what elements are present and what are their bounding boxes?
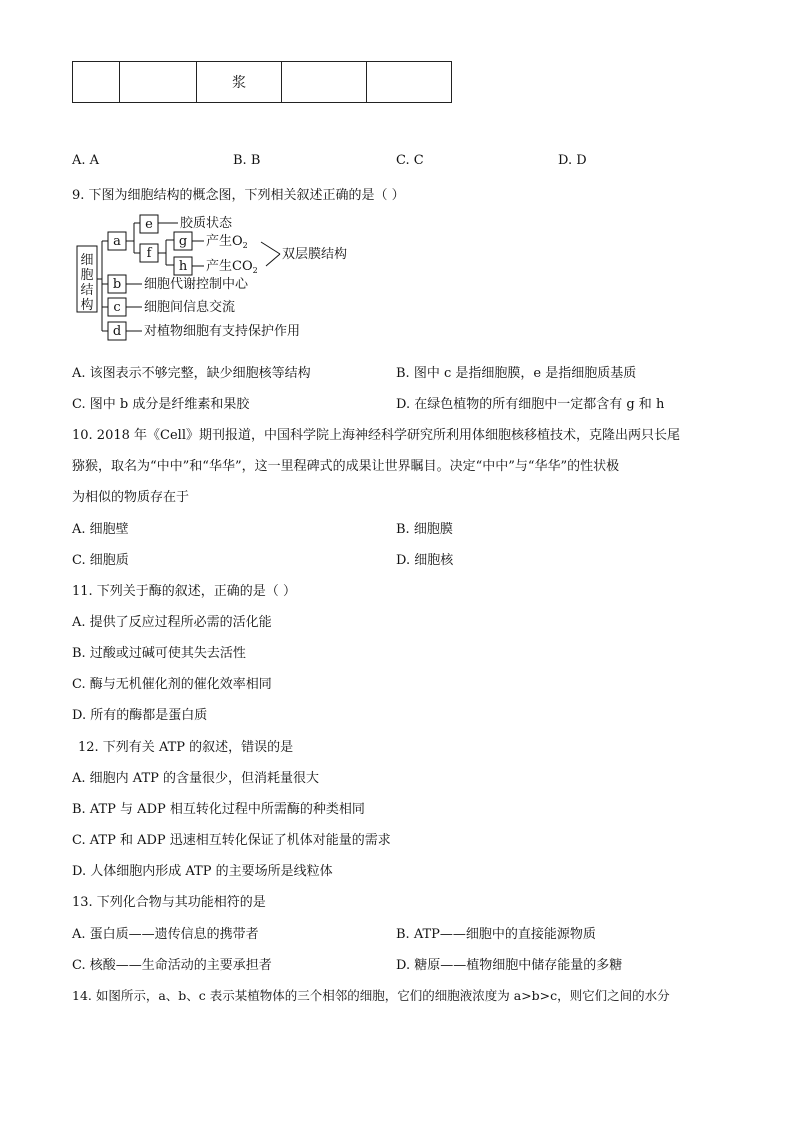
- q8-option-b: B. B: [233, 153, 261, 168]
- root-label-char: 构: [80, 298, 94, 313]
- q10-option-b: B. 细胞膜: [396, 522, 453, 537]
- box-h: h: [178, 259, 188, 274]
- q8-option-d: D. D: [558, 153, 587, 168]
- q13-option-b: B. ATP——细胞中的直接能源物质: [396, 927, 596, 942]
- table-cell: [367, 62, 452, 103]
- cell-structure-concept-diagram: [72, 212, 372, 344]
- q14-stem: 14. 如图所示，a、b、c 表示某植物体的三个相邻的细胞，它们的细胞液浓度为 a>b>c，则它们之间的水分: [72, 988, 670, 1003]
- q10-option-a: A. 细胞壁: [72, 522, 129, 537]
- q10-stem-line-2: 猕猴，取名为“中中”和“华华”，这一里程碑式的成果让世界瞩目。决定“中中”与“华华”的性状极: [72, 459, 620, 474]
- q8-option-a: A. A: [72, 153, 100, 168]
- q9-option-b: B. 图中 c 是指细胞膜，e 是指细胞质基质: [396, 366, 637, 381]
- q10-option-c: C. 细胞质: [72, 553, 129, 568]
- q13-option-a: A. 蛋白质——遗传信息的携带者: [72, 927, 259, 942]
- label-c: 细胞间信息交流: [144, 300, 236, 315]
- q9-option-d: D. 在绿色植物的所有细胞中一定都含有 g 和 h: [396, 397, 665, 412]
- q9-option-a: A. 该图表示不够完整，缺少细胞核等结构: [72, 366, 311, 381]
- root-label-char: 胞: [80, 268, 94, 283]
- box-b: b: [112, 277, 122, 292]
- q9-option-c: C. 图中 b 成分是纤维素和果胶: [72, 397, 250, 412]
- q10-stem-line-3: 为相似的物质存在于: [72, 490, 190, 505]
- table-cell: 浆: [197, 62, 282, 103]
- q11-option-c: C. 酶与无机催化剂的催化效率相同: [72, 677, 272, 692]
- q11-option-a: A. 提供了反应过程所必需的活化能: [72, 615, 272, 630]
- box-d: d: [112, 324, 122, 339]
- box-g: g: [178, 234, 188, 249]
- q11-option-b: B. 过酸或过碱可使其失去活性: [72, 646, 246, 661]
- root-label-char: 结: [80, 283, 94, 298]
- q11-stem: 11. 下列关于酶的叙述，正确的是（ ）: [72, 584, 296, 599]
- q10-stem-line-1: 10. 2018 年《Cell》期刊报道，中国科学院上海神经科学研究所利用体细胞核移植技术，克隆出两只长尾: [72, 428, 680, 443]
- label-e: 胶质状态: [180, 216, 233, 231]
- table-cell: [73, 62, 120, 103]
- label-g: 产生$O_2$: [206, 234, 248, 250]
- q13-option-d: D. 糖原——植物细胞中储存能量的多糖: [396, 958, 623, 973]
- q8-option-c: C. C: [396, 153, 424, 168]
- root-label-char: 细: [80, 253, 94, 268]
- label-d: 对植物细胞有支持保护作用: [144, 324, 301, 339]
- q11-option-d: D. 所有的酶都是蛋白质: [72, 708, 208, 723]
- box-f: f: [146, 246, 152, 261]
- box-c: c: [113, 300, 121, 315]
- q13-option-c: C. 核酸——生命活动的主要承担者: [72, 958, 272, 973]
- q12-option-b: B. ATP 与 ADP 相互转化过程中所需酶的种类相同: [72, 802, 365, 817]
- box-a: a: [113, 234, 121, 249]
- q12-option-d: D. 人体细胞内形成 ATP 的主要场所是线粒体: [72, 864, 333, 879]
- label-double-membrane: 双层膜结构: [282, 247, 348, 262]
- q12-stem: 12. 下列有关 ATP 的叙述，错误的是: [78, 740, 294, 755]
- label-h: 产生$CO_2$: [206, 259, 258, 275]
- table-cell: [120, 62, 197, 103]
- table-cell: [282, 62, 367, 103]
- q12-option-a: A. 细胞内 ATP 的含量很少，但消耗量很大: [72, 771, 320, 786]
- q12-option-c: C. ATP 和 ADP 迅速相互转化保证了机体对能量的需求: [72, 833, 391, 848]
- q10-option-d: D. 细胞核: [396, 553, 454, 568]
- q9-stem: 9. 下图为细胞结构的概念图，下列相关叙述正确的是（ ）: [72, 188, 405, 203]
- label-b: 细胞代谢控制中心: [144, 277, 249, 292]
- top-table-fragment: [72, 61, 452, 103]
- q13-stem: 13. 下列化合物与其功能相符的是: [72, 895, 266, 910]
- box-e: e: [145, 217, 153, 232]
